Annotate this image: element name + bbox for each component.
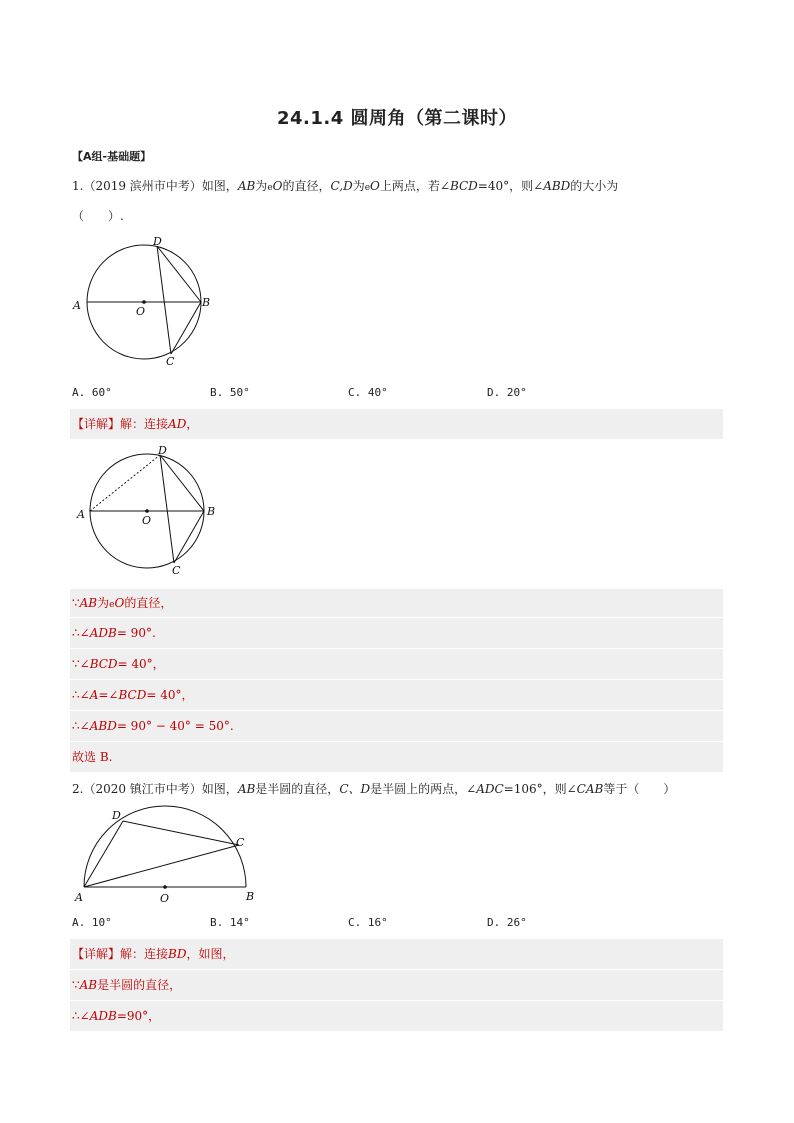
- q2-option-a: A. 10°: [72, 916, 112, 929]
- q2-option-b: B. 14°: [210, 916, 250, 929]
- solution-1-line-1: ∵AB为eO的直径，: [72, 596, 173, 610]
- solution-1-band: [70, 649, 723, 679]
- solution-1-conclusion: 故选 B.: [72, 750, 113, 764]
- q1-option-d: D. 20°: [487, 386, 527, 399]
- fig3-label-d: D: [112, 809, 121, 822]
- fig1-label-a: A: [73, 299, 81, 312]
- question-2-text: 2.（2020 镇江市中考）如图，AB是半圆的直径，C、D是半圆上的两点，∠ADC=106°，则∠CAB等于（ ）: [72, 782, 676, 796]
- solution-2-line-1: ∵AB是半圆的直径，: [72, 978, 182, 992]
- q1-option-b: B. 50°: [210, 386, 250, 399]
- question-1-figure: [68, 234, 218, 370]
- fig3-label-a: A: [75, 891, 83, 904]
- q1-option-c: C. 40°: [348, 386, 388, 399]
- fig2-label-b: B: [207, 505, 216, 518]
- solution-2-band: [70, 1001, 723, 1031]
- solution-1-line-4: ∴∠A=∠BCD= 40°，: [72, 688, 194, 702]
- fig2-label-c: C: [172, 564, 181, 577]
- solution-1-figure: [72, 443, 218, 579]
- q2-option-d: D. 26°: [487, 916, 527, 929]
- solution-1-band: [70, 618, 723, 648]
- fig2-label-o: O: [142, 514, 152, 527]
- q2-option-c: C. 16°: [348, 916, 388, 929]
- solution-1-band: [70, 742, 723, 772]
- solution-1-line-3: ∵∠BCD= 40°，: [72, 657, 165, 671]
- solution-1-line-5: ∴∠ABD= 90° − 40° = 50°.: [72, 719, 234, 733]
- q1-option-a: A. 60°: [72, 386, 112, 399]
- fig2-label-d: D: [158, 444, 167, 457]
- solution-2-line-2: ∴∠ADB=90°，: [72, 1009, 161, 1023]
- solution-1-line-2: ∴∠ADB= 90°.: [72, 626, 156, 640]
- fig1-label-o: O: [136, 305, 146, 318]
- fig1-label-c: C: [166, 355, 175, 368]
- fig1-label-b: B: [202, 296, 211, 309]
- solution-2-intro: 【详解】解：连接BD，如图，: [72, 947, 235, 961]
- fig1-label-d: D: [153, 235, 162, 248]
- section-heading: 【A组-基础题】: [72, 150, 152, 163]
- fig3-label-o: O: [160, 892, 170, 905]
- question-2-figure: [68, 804, 264, 906]
- fig2-label-a: A: [77, 508, 85, 521]
- fig3-label-b: B: [246, 890, 255, 903]
- page-title: 24.1.4 圆周角（第二课时）: [276, 108, 518, 129]
- question-1-answer-paren: （ ）.: [72, 209, 124, 223]
- solution-1-intro: 【详解】解：连接AD，: [72, 417, 199, 431]
- question-1-text: 1.（2019 滨州市中考）如图，AB为eO的直径，C,D为eO上两点，若∠BCD=40°，则∠ABD的大小为: [72, 179, 619, 193]
- fig3-label-c: C: [236, 836, 245, 849]
